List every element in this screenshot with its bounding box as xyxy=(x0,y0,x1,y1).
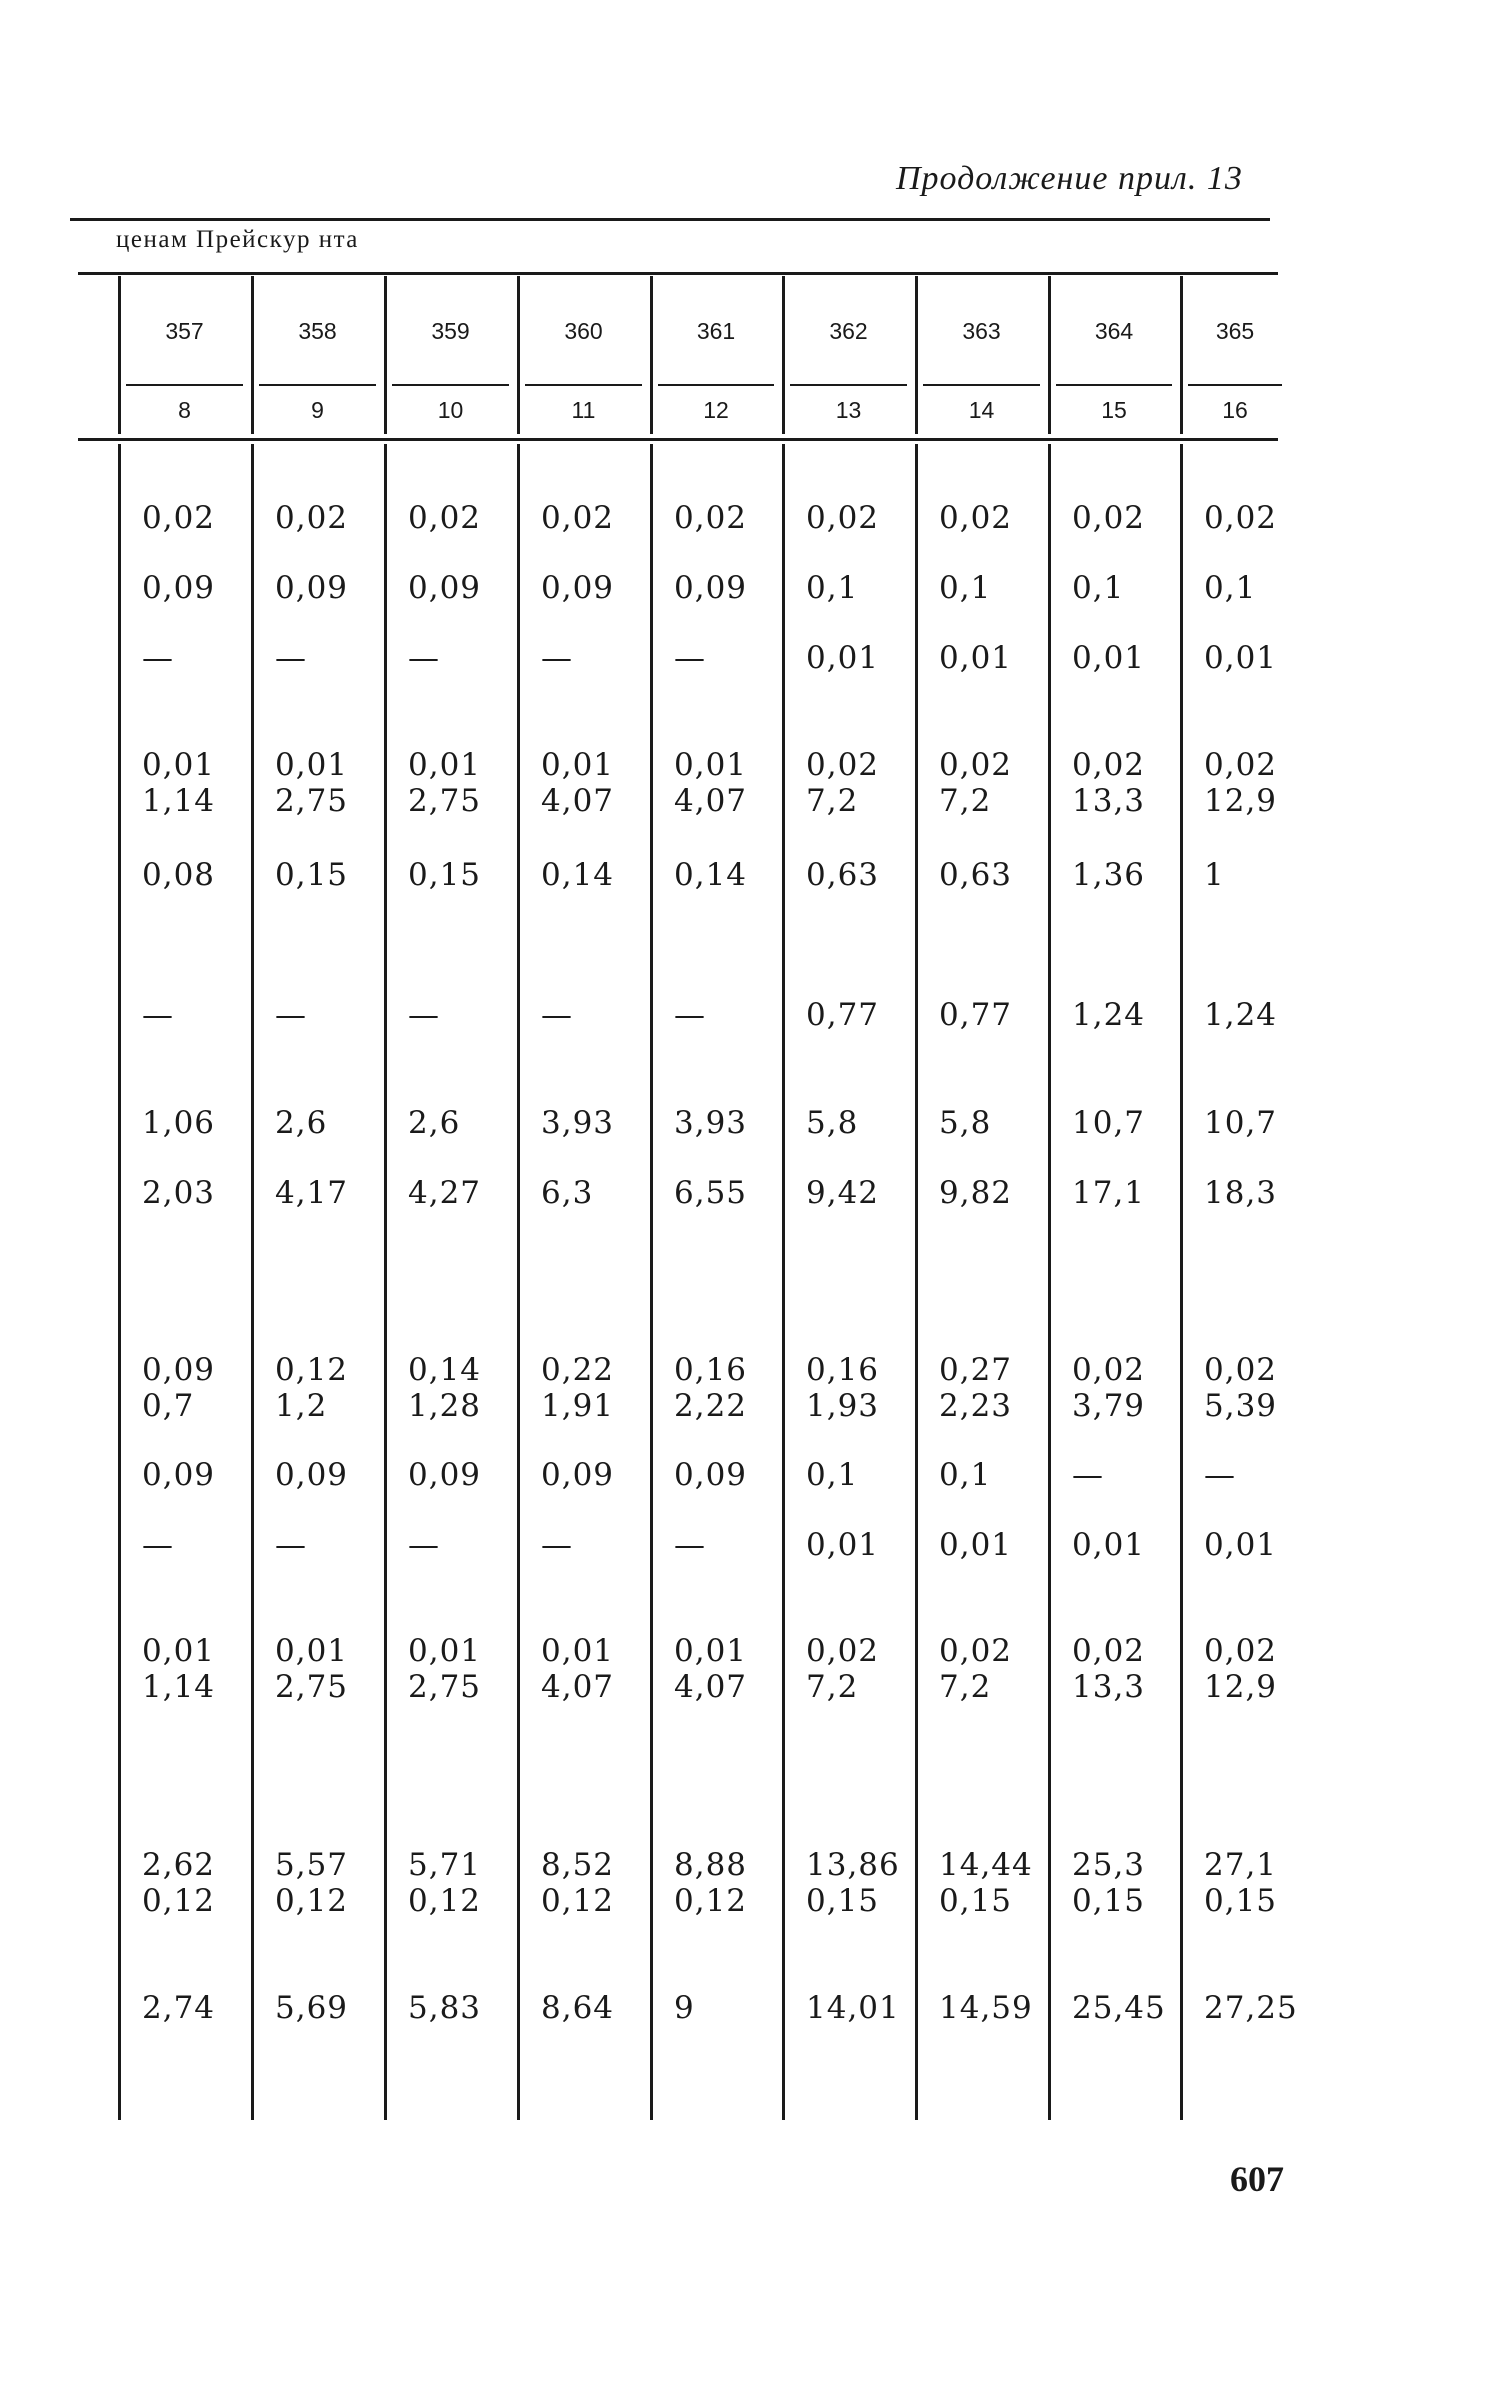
table-cell: 0,02 xyxy=(541,500,615,536)
table-cell: 0,02 xyxy=(674,500,748,536)
table-cell: 0,09 xyxy=(541,1457,615,1493)
table-cell: 5,57 0,12 xyxy=(275,1847,349,1919)
table-cell: — xyxy=(674,1527,706,1563)
column-number: 362 xyxy=(829,318,868,344)
table-cell: — xyxy=(408,997,440,1033)
table-cell: 0,09 xyxy=(674,570,748,606)
table-cell: 0,01 xyxy=(939,640,1013,676)
table-cell: 0,01 xyxy=(1072,1527,1146,1563)
table-cell: — xyxy=(541,997,573,1033)
header-subrule xyxy=(1188,384,1282,386)
column-number: 365 xyxy=(1215,318,1255,344)
table-cell: 2,6 xyxy=(408,1105,461,1141)
table-cell: — xyxy=(1072,1457,1104,1493)
table-cell: 0,09 xyxy=(142,1457,216,1493)
column-number: 363 xyxy=(962,318,1001,344)
header-subrule xyxy=(259,384,376,386)
table-cell: 3,93 xyxy=(674,1105,748,1141)
table-cell: 0,01 4,07 xyxy=(541,1633,615,1705)
table-cell: 0,1 xyxy=(1204,570,1257,606)
rule-header-bottom xyxy=(78,438,1278,441)
column-index: 12 xyxy=(703,397,729,423)
table-cell: 3,93 xyxy=(541,1105,615,1141)
table-cell: 0,01 2,75 xyxy=(408,747,482,819)
column-index: 13 xyxy=(835,397,862,423)
table-cell: 27,25 xyxy=(1204,1990,1298,2026)
header-subrule xyxy=(126,384,243,386)
table-cell: 0,01 1,14 xyxy=(142,1633,216,1705)
header-subrule xyxy=(658,384,774,386)
table-cell: 0,27 2,23 xyxy=(939,1352,1013,1424)
table-cell: 0,01 xyxy=(1204,640,1278,676)
column-number: 361 xyxy=(696,318,736,344)
column-number: 357 xyxy=(165,318,204,344)
table-cell: 0,02 xyxy=(1072,500,1146,536)
table-cell: 0,63 xyxy=(806,857,880,893)
table-cell: 8,52 0,12 xyxy=(541,1847,615,1919)
table-cell: 0,09 xyxy=(275,1457,349,1493)
column-divider xyxy=(915,444,918,2120)
table-cell: 10,7 xyxy=(1204,1105,1278,1141)
table-cell: — xyxy=(142,640,174,676)
table-cell: 0,16 2,22 xyxy=(674,1352,748,1424)
table-cell: 0,02 13,3 xyxy=(1072,1633,1146,1705)
table-cell: 0,09 xyxy=(674,1457,748,1493)
column-divider xyxy=(650,444,653,2120)
table-cell: 4,27 xyxy=(408,1175,482,1211)
table-cell: — xyxy=(674,640,706,676)
table-cell: 1,24 xyxy=(1072,997,1146,1033)
header-subrule xyxy=(923,384,1040,386)
table-subtitle: ценам Прейскур нта xyxy=(116,226,359,253)
table-cell: 14,44 0,15 xyxy=(939,1847,1033,1919)
table-cell: 0,09 0,7 xyxy=(142,1352,216,1424)
table-cell: 0,12 1,2 xyxy=(275,1352,349,1424)
table-cell: 9,42 xyxy=(806,1175,880,1211)
table-cell: 0,01 4,07 xyxy=(541,747,615,819)
table-cell: 0,01 2,75 xyxy=(275,747,349,819)
table-cell: 1,36 xyxy=(1072,857,1146,893)
table-cell: 0,14 xyxy=(541,857,615,893)
table-cell: — xyxy=(1204,1457,1236,1493)
table-cell: 0,02 xyxy=(939,500,1013,536)
table-cell: 0,09 xyxy=(541,570,615,606)
table-cell: 0,02 7,2 xyxy=(939,747,1013,819)
table-cell: 0,16 1,93 xyxy=(806,1352,880,1424)
table-cell: 8,64 xyxy=(541,1990,615,2026)
column-index: 9 xyxy=(311,397,324,423)
table-cell: 0,22 1,91 xyxy=(541,1352,615,1424)
table-cell: 0,02 5,39 xyxy=(1204,1352,1278,1424)
table-cell: 0,1 xyxy=(1072,570,1125,606)
column-number: 360 xyxy=(564,318,603,344)
column-index: 10 xyxy=(437,397,464,423)
header-subrule xyxy=(525,384,642,386)
table-cell: — xyxy=(275,997,307,1033)
table-cell: 6,3 xyxy=(541,1175,594,1211)
table-cell: 0,01 4,07 xyxy=(674,747,748,819)
table-cell: 0,63 xyxy=(939,857,1013,893)
table-cell: 0,01 2,75 xyxy=(408,1633,482,1705)
column-number: 359 xyxy=(431,318,470,344)
header-subrule xyxy=(392,384,509,386)
table-cell: 14,59 xyxy=(939,1990,1033,2026)
table-cell: — xyxy=(674,997,706,1033)
table-cell: 2,74 xyxy=(142,1990,216,2026)
column-index: 16 xyxy=(1222,397,1248,423)
table-cell: 0,01 xyxy=(1204,1527,1278,1563)
table-cell: 0,77 xyxy=(939,997,1013,1033)
table-cell: — xyxy=(408,1527,440,1563)
table-cell: 0,08 xyxy=(142,857,216,893)
table-cell: 10,7 xyxy=(1072,1105,1146,1141)
table-cell: 0,01 2,75 xyxy=(275,1633,349,1705)
page-caption: Продолжение прил. 13 xyxy=(896,160,1243,197)
table-cell: — xyxy=(541,1527,573,1563)
column-divider xyxy=(517,444,520,2120)
table-cell: 17,1 xyxy=(1072,1175,1146,1211)
table-cell: 27,1 0,15 xyxy=(1204,1847,1278,1919)
table-cell: 0,02 7,2 xyxy=(806,747,880,819)
header-subrule xyxy=(790,384,907,386)
table-cell: 1 xyxy=(1204,857,1225,893)
table-cell: 0,02 xyxy=(275,500,349,536)
column-number: 364 xyxy=(1094,318,1134,344)
table-cell: 9,82 xyxy=(939,1175,1013,1211)
table-cell: 0,1 xyxy=(939,570,992,606)
page-number: 607 xyxy=(1230,2159,1284,2199)
column-divider xyxy=(384,444,387,2120)
table-cell: 2,62 0,12 xyxy=(142,1847,216,1919)
column-divider xyxy=(251,444,254,2120)
column-index: 11 xyxy=(571,397,596,423)
table-cell: 5,71 0,12 xyxy=(408,1847,482,1919)
table-cell: 0,01 xyxy=(806,1527,880,1563)
table-cell: 0,01 xyxy=(1072,640,1146,676)
table-cell: 0,02 3,79 xyxy=(1072,1352,1146,1424)
column-number: 358 xyxy=(298,318,337,344)
header-subrule xyxy=(1056,384,1172,386)
column-index: 14 xyxy=(968,397,995,423)
rule-top-1 xyxy=(70,218,1270,221)
table-cell: 0,01 4,07 xyxy=(674,1633,748,1705)
table-cell: 0,02 xyxy=(142,500,216,536)
table-cell: 6,55 xyxy=(674,1175,748,1211)
table-cell: 18,3 xyxy=(1204,1175,1278,1211)
column-divider xyxy=(782,444,785,2120)
table-cell: 5,8 xyxy=(806,1105,859,1141)
table-cell: — xyxy=(408,640,440,676)
table-cell: 0,77 xyxy=(806,997,880,1033)
table-cell: 1,24 xyxy=(1204,997,1278,1033)
table-cell: 0,15 xyxy=(275,857,349,893)
table-cell: 0,09 xyxy=(408,1457,482,1493)
table-cell: 0,15 xyxy=(408,857,482,893)
table-cell: 0,01 xyxy=(939,1527,1013,1563)
column-index: 15 xyxy=(1101,397,1127,423)
table-cell: 0,1 xyxy=(806,1457,859,1493)
table-cell: 0,02 12,9 xyxy=(1204,747,1278,819)
table-cell: — xyxy=(142,997,174,1033)
table-cell: 0,01 xyxy=(806,640,880,676)
table-cell: 8,88 0,12 xyxy=(674,1847,748,1919)
table-cell: 0,14 1,28 xyxy=(408,1352,482,1424)
table-cell: 0,09 xyxy=(142,570,216,606)
table-cell: 4,17 xyxy=(275,1175,349,1211)
table-cell: 0,09 xyxy=(408,570,482,606)
table-cell: 0,02 xyxy=(806,500,880,536)
table-cell: 0,02 7,2 xyxy=(939,1633,1013,1705)
table-cell: 9 xyxy=(674,1990,695,2026)
table-cell: 5,83 xyxy=(408,1990,482,2026)
table-cell: 0,02 13,3 xyxy=(1072,747,1146,819)
table-cell: 0,1 xyxy=(939,1457,992,1493)
table-cell: 0,02 12,9 xyxy=(1204,1633,1278,1705)
table-cell: — xyxy=(142,1527,174,1563)
table-cell: 0,02 7,2 xyxy=(806,1633,880,1705)
table-cell: 14,01 xyxy=(806,1990,900,2026)
table-cell: 13,86 0,15 xyxy=(806,1847,900,1919)
rule-top-2 xyxy=(78,272,1278,275)
table-cell: 0,1 xyxy=(806,570,859,606)
column-divider xyxy=(1180,444,1183,2120)
table-cell: — xyxy=(275,640,307,676)
table-cell: 0,09 xyxy=(275,570,349,606)
table-cell: 0,02 xyxy=(1204,500,1278,536)
table-cell: 5,8 xyxy=(939,1105,992,1141)
table-cell: 25,45 xyxy=(1072,1990,1166,2026)
table-cell: 0,02 xyxy=(408,500,482,536)
table-cell: — xyxy=(541,640,573,676)
table-cell: 0,01 1,14 xyxy=(142,747,216,819)
table-cell: 0,14 xyxy=(674,857,748,893)
table-cell: — xyxy=(275,1527,307,1563)
table-cell: 2,6 xyxy=(275,1105,328,1141)
table-cell: 2,03 xyxy=(142,1175,216,1211)
table-cell: 5,69 xyxy=(275,1990,349,2026)
column-index: 8 xyxy=(178,397,191,423)
column-divider xyxy=(118,444,121,2120)
table-cell: 25,3 0,15 xyxy=(1072,1847,1146,1919)
table-cell: 1,06 xyxy=(142,1105,216,1141)
column-divider xyxy=(1048,444,1051,2120)
